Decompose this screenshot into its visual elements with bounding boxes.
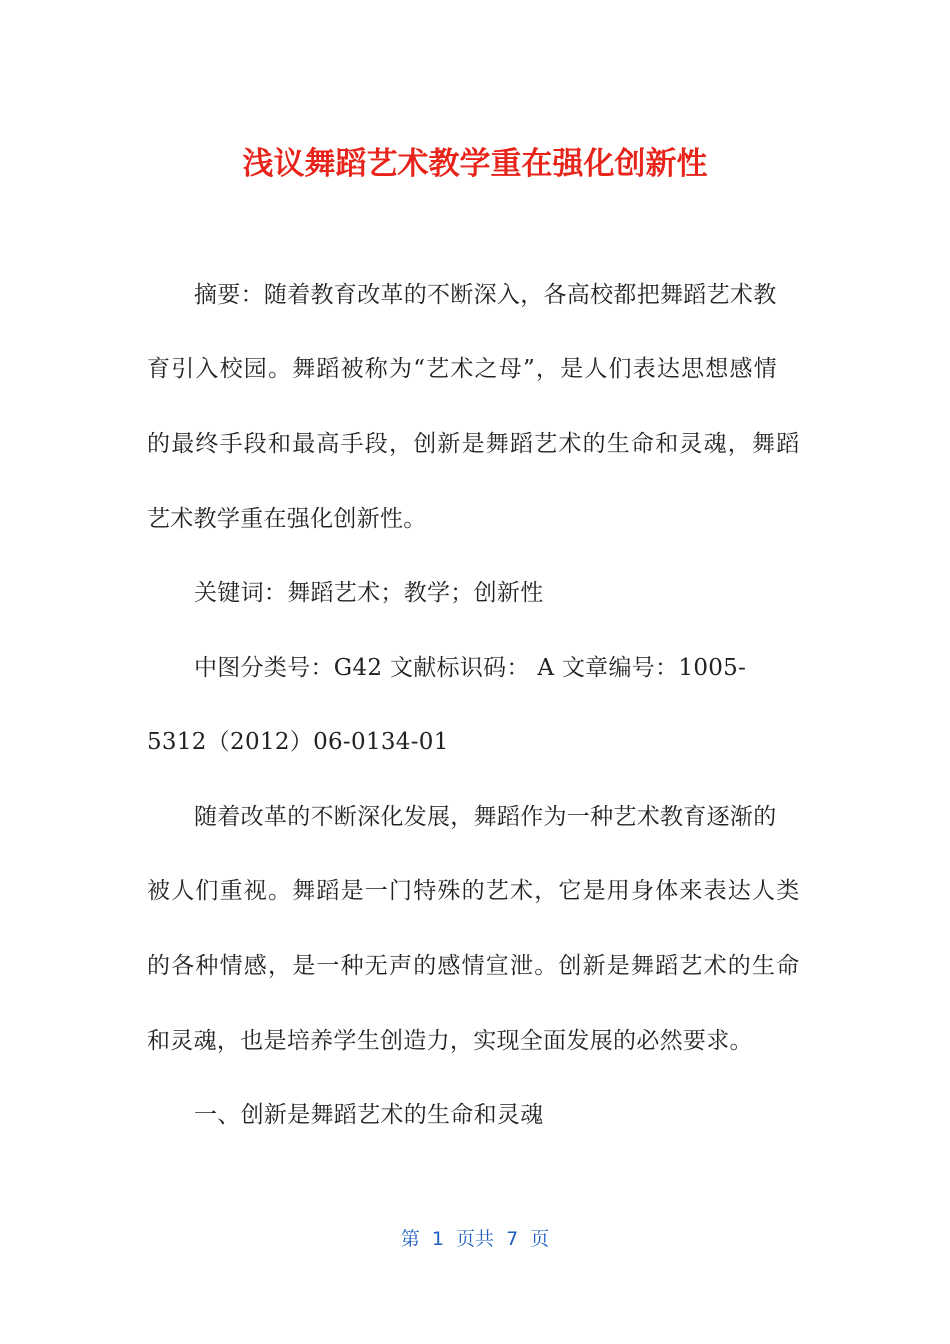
body-paragraph-line-2: 被人们重视。舞蹈是一门特殊的艺术，它是用身体来表达人类 bbox=[147, 878, 801, 904]
page-number-footer: 第 1 页共 7 页 bbox=[400, 1228, 550, 1250]
keywords-line: 关键词：舞蹈艺术；教学；创新性 bbox=[194, 580, 544, 606]
body-paragraph-line-4: 和灵魂，也是培养学生创造力，实现全面发展的必然要求。 bbox=[147, 1028, 753, 1054]
section-heading: 一、创新是舞蹈艺术的生命和灵魂 bbox=[194, 1102, 544, 1128]
abstract-line-1: 摘要：随着教育改革的不断深入，各高校都把舞蹈艺术教 bbox=[194, 282, 777, 308]
article-number-line: 5312（2012）06-0134-01 bbox=[147, 729, 449, 755]
document-title: 浅议舞蹈艺术教学重在强化创新性 bbox=[242, 146, 708, 182]
body-paragraph-line-1: 随着改革的不断深化发展，舞蹈作为一种艺术教育逐渐的 bbox=[194, 804, 777, 830]
classification-line: 中图分类号：G42 文献标识码： A 文章编号：1005- bbox=[194, 655, 747, 681]
abstract-line-4: 艺术教学重在强化创新性。 bbox=[147, 506, 427, 532]
abstract-line-3: 的最终手段和最高手段，创新是舞蹈艺术的生命和灵魂，舞蹈 bbox=[147, 431, 801, 457]
body-paragraph-line-3: 的各种情感，是一种无声的感情宣泄。创新是舞蹈艺术的生命 bbox=[147, 953, 801, 979]
abstract-line-2: 育引入校园。舞蹈被称为“艺术之母”，是人们表达思想感情 bbox=[147, 356, 778, 382]
